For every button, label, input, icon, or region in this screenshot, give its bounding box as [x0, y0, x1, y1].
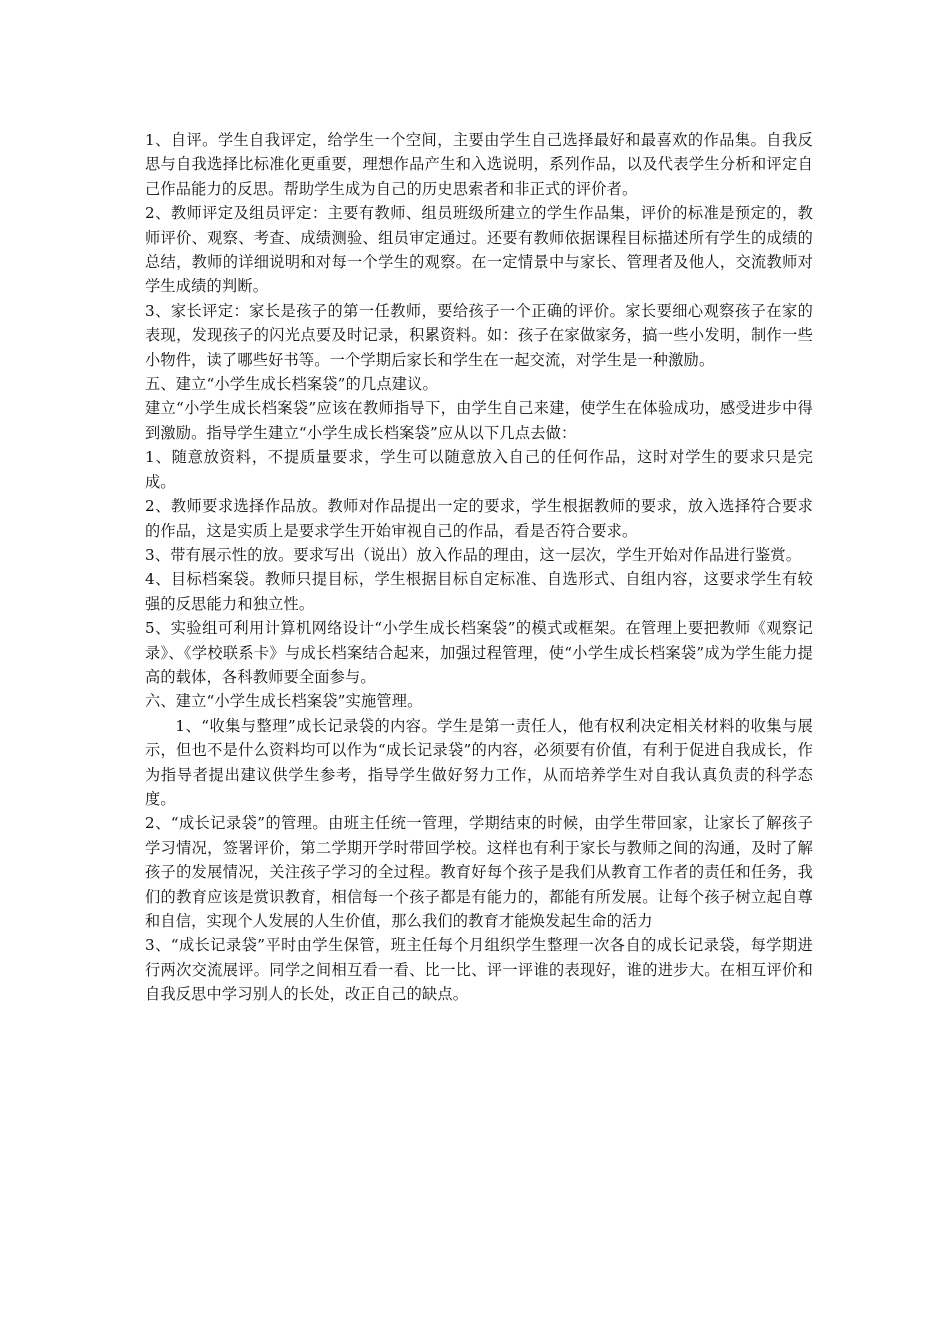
- section-heading-six: 六、建立“小学生成长档案袋”实施管理。: [145, 692, 423, 711]
- management-item-1: 1、“收集与整理”成长记录袋的内容。学生是第一责任人，他有权利决定相关材料的收集与展示，但也不是什么资料均可以作为“成长记录袋”的内容，必须要有价值，有利于促进自我成长，作为指导者提出建议供学生参考，指导学生做好努力工作，从而培养学生对自我认真负责的科学态度。: [145, 716, 813, 808]
- paragraph-self-evaluation: 1、自评。学生自我评定，给学生一个空间，主要由学生自己选择最好和最喜欢的作品集。自我反思与自我选择比标准化更重要，理想作品产生和入选说明，系列作品，以及代表学生分析和评定自己作品能力的反思。帮助学生成为自己的历史思索者和非正式的评价者。: [145, 131, 813, 198]
- management-item-2: 2、“成长记录袋”的管理。由班主任统一管理，学期结束的时候，由学生带回家，让家长了解孩子学习情况，签署评价，第二学期开学时带回学校。这样也有利于家长与教师之间的沟通，及时了解孩子的发展情况，关注孩子学习的全过程。教育好每个孩子是我们从教育工作者的责任和任务，我们的教育应该是赏识教育，相信每一个孩子都是有能力的，都能有所发展。让每个孩子树立起自尊和自信，实现个人发展的人生价值，那么我们的教育才能焕发起生命的活力: [145, 814, 813, 930]
- section-heading-five: 五、建立“小学生成长档案袋”的几点建议。: [145, 375, 438, 394]
- management-item-3: 3、“成长记录袋”平时由学生保管，班主任每个月组织学生整理一次各自的成长记录袋，每学期进行两次交流展评。同学之间相互看一看、比一比、评一评谁的表现好，谁的进步大。在相互评价和自我反思中学习别人的长处，改正自己的缺点。: [145, 936, 813, 1004]
- list-item-1: 1、随意放资料，不提质量要求，学生可以随意放入自己的任何作品，这时对学生的要求只是完成。: [145, 448, 813, 491]
- paragraph-parent-evaluation: 3、家长评定：家长是孩子的第一任教师，要给孩子一个正确的评价。家长要细心观察孩子在家的表现，发现孩子的闪光点要及时记录，积累资料。如：孩子在家做家务，搞一些小发明，制作一些小物件，读了哪些好书等。一个学期后家长和学生在一起交流，对学生是一种激励。: [145, 301, 813, 369]
- paragraph-teacher-evaluation: 2、教师评定及组员评定：主要有教师、组员班级所建立的学生作品集，评价的标准是预定的，教师评价、观察、考查、成绩测验、组员审定通过。还要有教师依据课程目标描述所有学生的成绩的总结，教师的详细说明和对每一个学生的观察。在一定情景中与家长、管理者及他人，交流教师对学生成绩的判断。: [145, 204, 813, 296]
- list-item-5: 5、实验组可利用计算机网络设计“小学生成长档案袋”的模式或框架。在管理上要把教师《观察记录》、《学校联系卡》与成长档案结合起来，加强过程管理，使“小学生成长档案袋”成为学生能力提高的载体，各科教师要全面参与。: [145, 619, 813, 686]
- paragraph-build-intro: 建立“小学生成长档案袋”应该在教师指导下，由学生自己来建，使学生在体验成功，感受进步中得到激励。指导学生建立“小学生成长档案袋”应从以下几点去做：: [145, 399, 813, 442]
- list-item-2: 2、教师要求选择作品放。教师对作品提出一定的要求，学生根据教师的要求，放入选择符合要求的作品，这是实质上是要求学生开始审视自己的作品，看是否符合要求。: [145, 497, 813, 540]
- list-item-3: 3、带有展示性的放。要求写出（说出）放入作品的理由，这一层次，学生开始对作品进行鉴赏。: [145, 545, 802, 564]
- document-body: [145, 128, 813, 1007]
- list-item-4: 4、目标档案袋。教师只提目标，学生根据目标自定标准、自选形式、自组内容，这要求学生有较强的反思能力和独立性。: [145, 570, 813, 613]
